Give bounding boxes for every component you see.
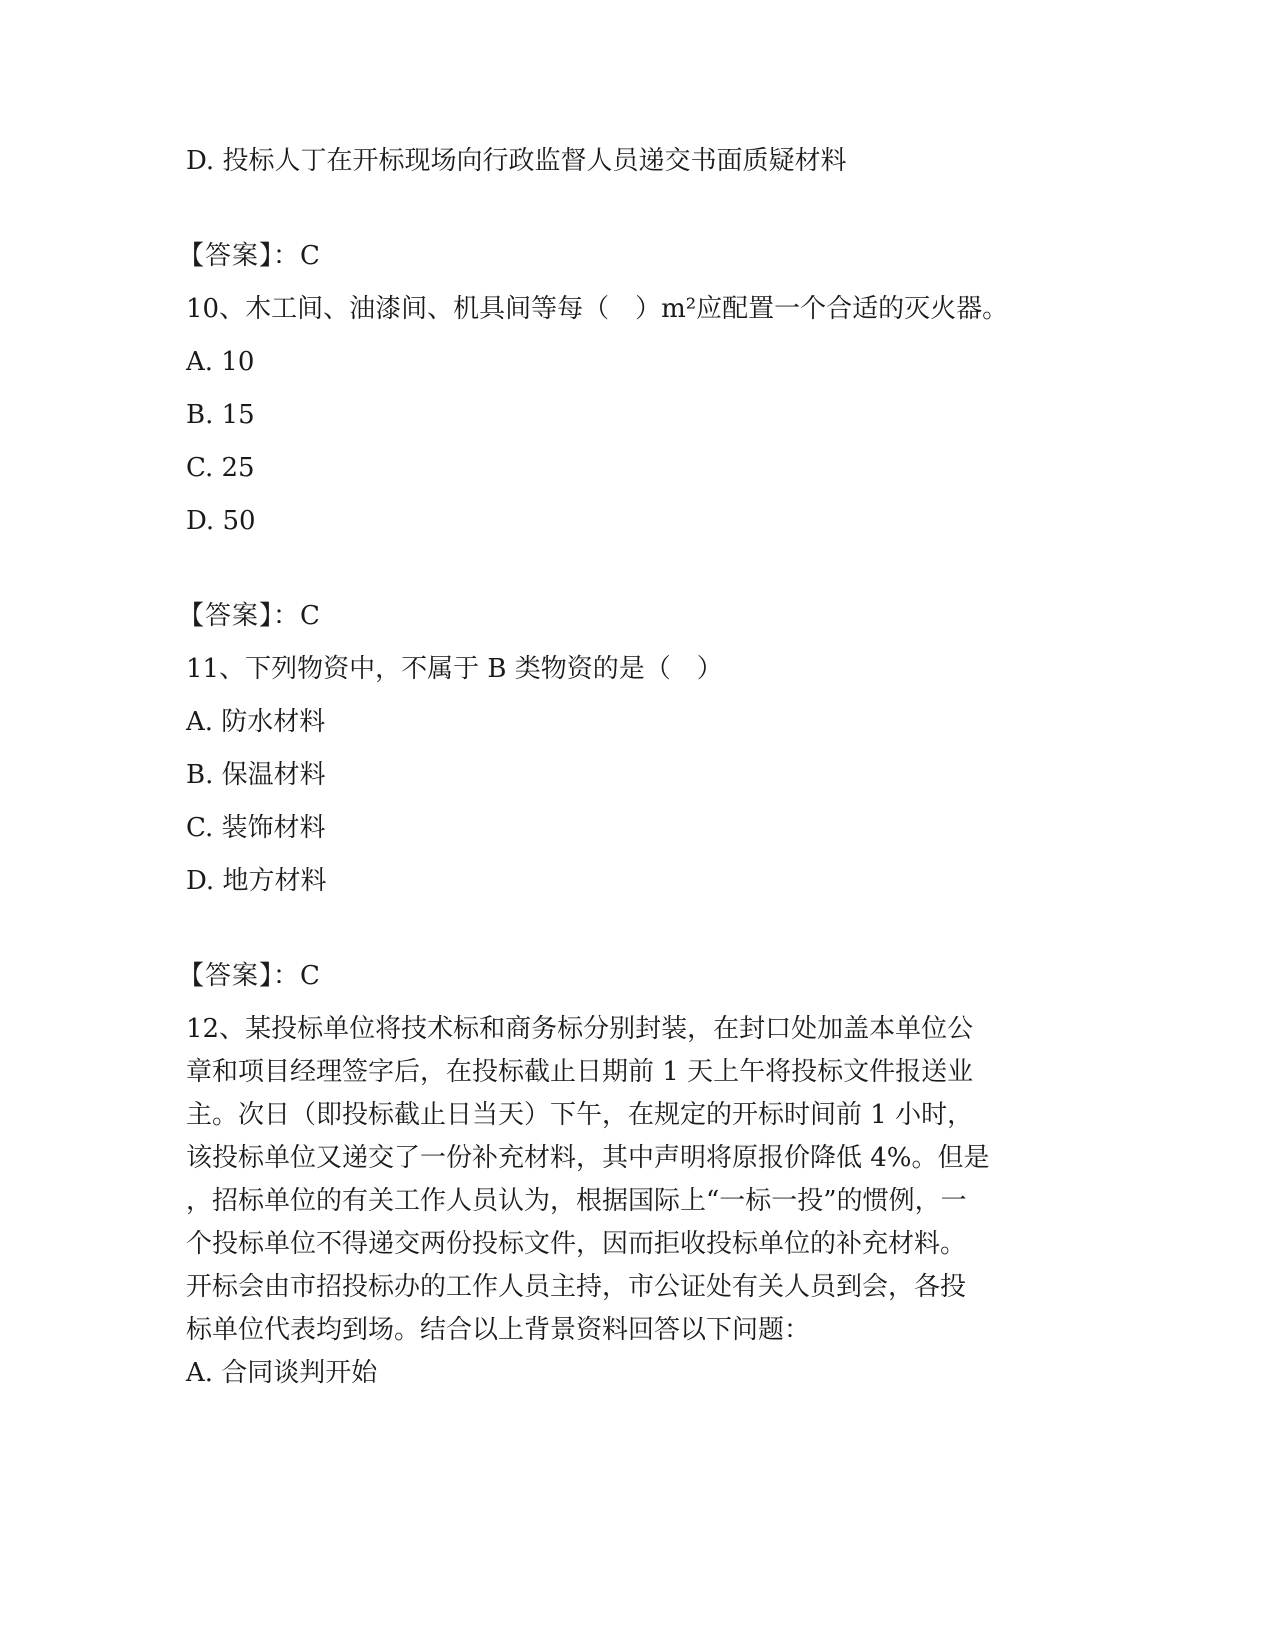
q10-option-b: B. 15 [186, 400, 255, 430]
q12-line-1: 12、某投标单位将技术标和商务标分别封装，在封口处加盖本单位公 [186, 1014, 974, 1044]
q10-option-d: D. 50 [186, 506, 256, 536]
q10-option-a: A. 10 [186, 347, 255, 377]
q12-line-3: 主。次日（即投标截止日当天）下午，在规定的开标时间前 1 小时， [186, 1100, 974, 1130]
q11-question: 11、下列物资中，不属于 B 类物资的是（ ） [186, 654, 723, 684]
q10-answer: 【答案】：C [178, 601, 321, 631]
q9-option-d: D. 投标人丁在开标现场向行政监督人员递交书面质疑材料 [186, 146, 847, 176]
q11-answer: 【答案】：C [178, 961, 321, 991]
q12-line-5: ，招标单位的有关工作人员认为，根据国际上“一标一投”的惯例，一 [186, 1186, 967, 1216]
q10-question: 10、木工间、油漆间、机具间等每（ ）m²应配置一个合适的灭火器。 [186, 294, 1009, 324]
q12-option-a: A. 合同谈判开始 [186, 1358, 378, 1388]
q11-option-c: C. 装饰材料 [186, 813, 326, 843]
q12-line-7: 开标会由市招投标办的工作人员主持，市公证处有关人员到会，各投 [186, 1272, 967, 1302]
q10-option-c: C. 25 [186, 453, 255, 483]
q12-line-8: 标单位代表均到场。结合以上背景资料回答以下问题： [186, 1315, 811, 1345]
q12-line-2: 章和项目经理签字后，在投标截止日期前 1 天上午将投标文件报送业 [186, 1057, 974, 1087]
q11-option-d: D. 地方材料 [186, 866, 327, 896]
q12-line-6: 个投标单位不得递交两份投标文件，因而拒收投标单位的补充材料。 [186, 1229, 967, 1259]
q12-line-4: 该投标单位又递交了一份补充材料，其中声明将原报价降低 4%。但是 [186, 1143, 990, 1173]
q11-option-a: A. 防水材料 [186, 707, 326, 737]
q11-option-b: B. 保温材料 [186, 760, 326, 790]
q9-answer: 【答案】：C [178, 241, 321, 271]
